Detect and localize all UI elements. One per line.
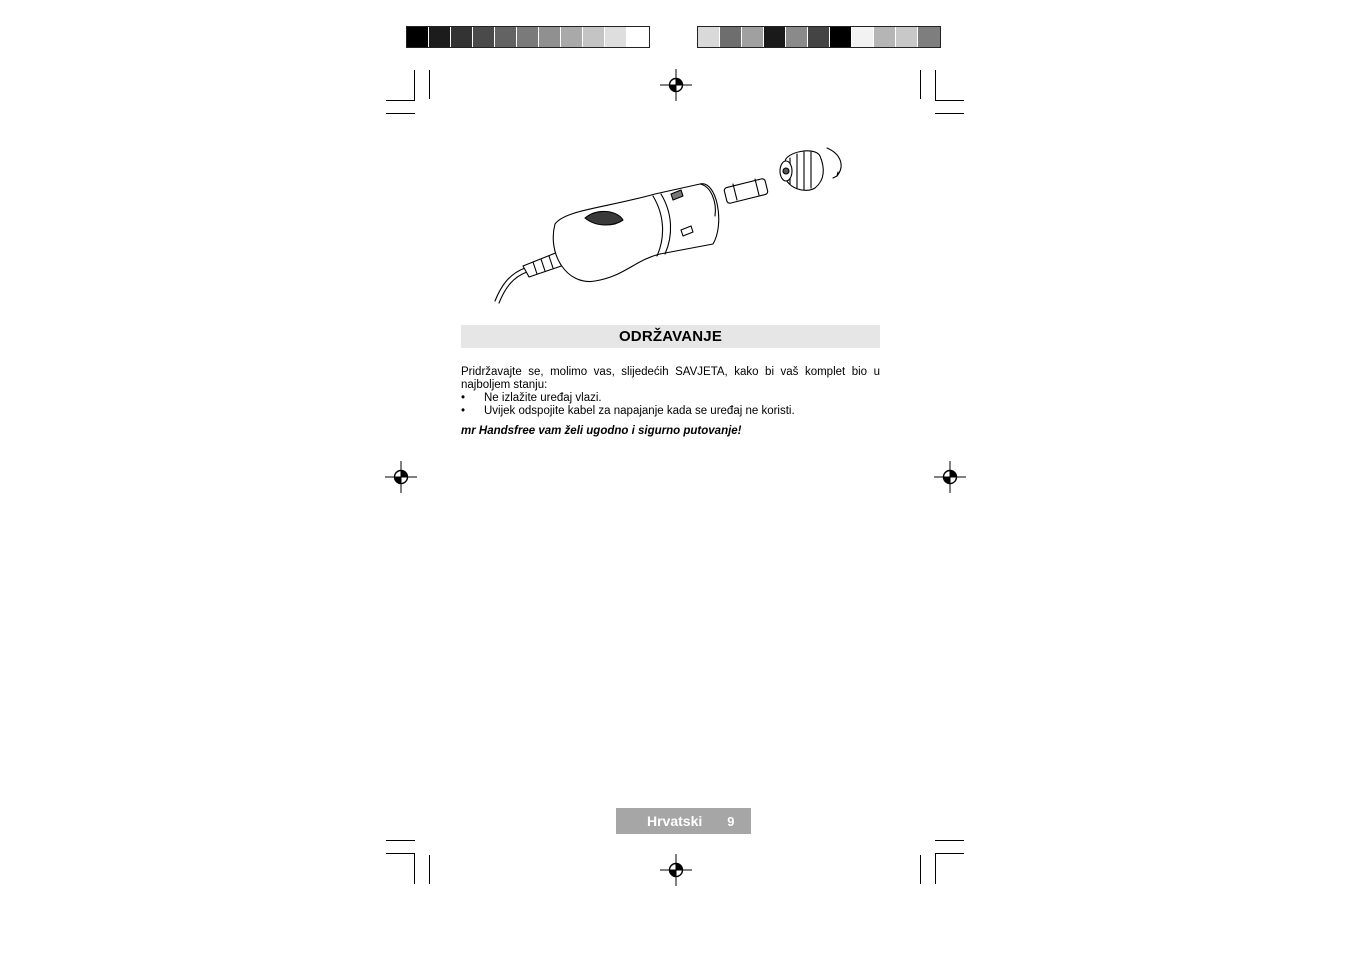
crop-mark [935, 853, 964, 854]
section-heading: ODRŽAVANJE [618, 328, 723, 345]
color-swatch [720, 27, 742, 47]
crop-mark [429, 70, 430, 99]
car-charger-with-fuse-icon [485, 136, 865, 311]
crop-mark [920, 70, 921, 99]
color-swatch [698, 27, 720, 47]
registration-target-icon [660, 854, 692, 886]
color-swatch [830, 27, 852, 47]
color-swatch [896, 27, 918, 47]
footer-tab [616, 808, 751, 834]
crop-mark [386, 113, 415, 114]
crop-mark [935, 840, 964, 841]
color-swatch [742, 27, 764, 47]
crop-mark [935, 70, 936, 101]
color-swatch [473, 27, 495, 47]
color-swatch [874, 27, 896, 47]
section-heading-band [461, 325, 880, 348]
crop-mark [935, 853, 936, 884]
section-body [461, 366, 880, 438]
color-swatch [429, 27, 451, 47]
crop-mark [386, 100, 415, 101]
intro-paragraph: Pridržavajte se, molimo vas, slijedećih SAVJETA, kako bi vaš komplet bio u najboljem stanju: [461, 366, 880, 391]
tip-text: Ne izlažite uređaj vlazi. [484, 392, 602, 404]
bullet: • [461, 392, 466, 404]
color-swatch [517, 27, 539, 47]
crop-mark [386, 840, 415, 841]
color-swatch [605, 27, 627, 47]
color-swatch [407, 27, 429, 47]
registration-target-icon [934, 461, 966, 493]
color-swatch [627, 27, 649, 47]
calibration-bar-left [406, 26, 650, 48]
list-item [461, 405, 880, 418]
registration-target-icon [660, 69, 692, 101]
tip-text: Uvijek odspojite kabel za napajanje kada se uređaj ne koristi. [484, 405, 795, 417]
list-item [461, 392, 880, 405]
color-swatch [451, 27, 473, 47]
color-swatch [918, 27, 940, 47]
crop-mark [386, 853, 415, 854]
crop-mark [935, 113, 964, 114]
color-swatch [764, 27, 786, 47]
footer-language: Hrvatski [647, 813, 703, 829]
color-swatch [786, 27, 808, 47]
page-number: 9 [727, 813, 735, 829]
color-swatch [808, 27, 830, 47]
closing-line: mr Handsfree vam želi ugodno i sigurno putovanje! [461, 425, 742, 437]
crop-mark [414, 853, 415, 884]
calibration-bar-right [697, 26, 941, 48]
color-swatch [539, 27, 561, 47]
tips-list [461, 392, 880, 418]
crop-mark [429, 855, 430, 884]
crop-mark [414, 70, 415, 101]
color-swatch [852, 27, 874, 47]
bullet: • [461, 405, 466, 417]
color-swatch [561, 27, 583, 47]
color-swatch [495, 27, 517, 47]
registration-target-icon [385, 461, 417, 493]
crop-mark [935, 100, 964, 101]
crop-mark [920, 855, 921, 884]
color-swatch [583, 27, 605, 47]
